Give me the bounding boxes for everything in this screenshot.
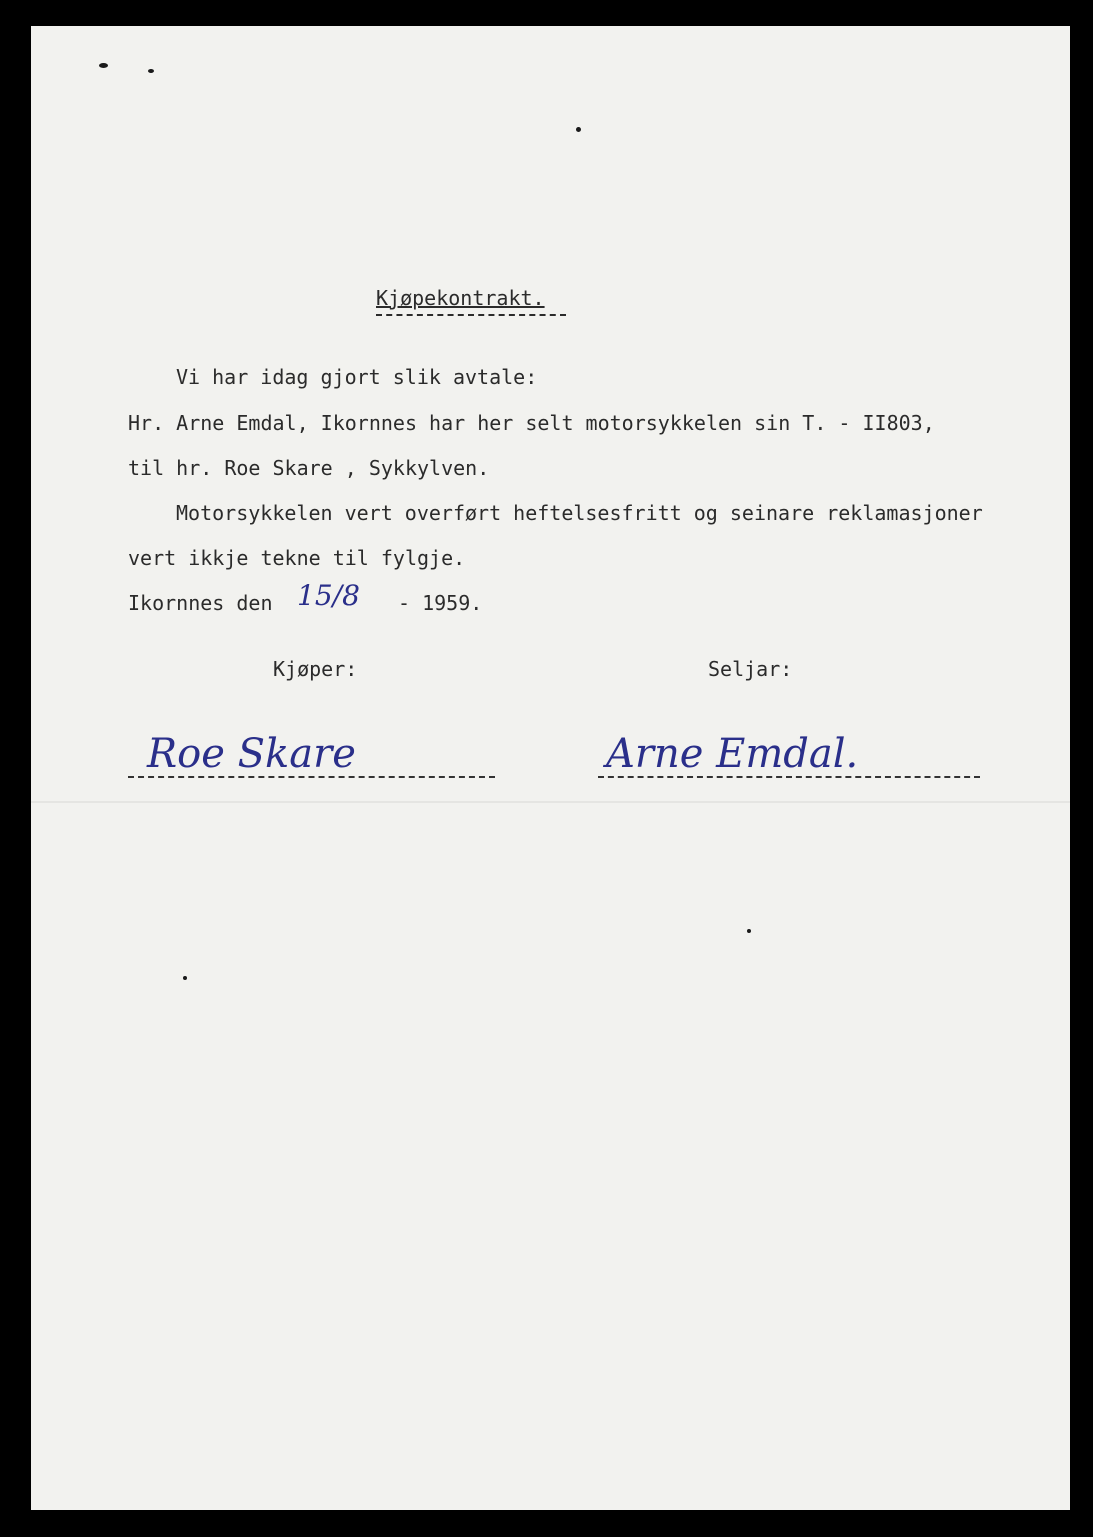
paper-fold	[31, 801, 1070, 803]
document-title: Kjøpekontrakt.	[376, 286, 545, 310]
handwritten-date: 15/8	[297, 579, 360, 612]
ink-speck	[148, 69, 154, 73]
body-line-intro: Vi har idag gjort slik avtale:	[176, 365, 538, 389]
ink-speck	[747, 929, 751, 933]
buyer-signature: Roe Skare	[147, 731, 356, 777]
seller-label: Seljar:	[708, 657, 793, 681]
ink-speck	[183, 976, 187, 980]
date-suffix: - 1959.	[398, 591, 483, 615]
body-line-seller: Hr. Arne Emdal, Ikornnes har her selt motorsykkelen sin T. - II803,	[128, 411, 935, 435]
buyer-signature-line	[128, 776, 495, 778]
body-line-buyer: til hr. Roe Skare , Sykkylven.	[128, 456, 490, 480]
document-page	[31, 26, 1070, 1510]
title-underline	[376, 314, 566, 316]
ink-speck	[576, 127, 581, 132]
date-prefix: Ikornnes den	[128, 591, 273, 615]
seller-signature: Arne Emdal.	[606, 731, 859, 777]
body-line-terms-cont: vert ikkje tekne til fylgje.	[128, 546, 466, 570]
buyer-label: Kjøper:	[273, 657, 358, 681]
body-line-terms: Motorsykkelen vert overført heftelsesfritt og seinare reklamasjoner	[176, 501, 983, 525]
seller-signature-line	[598, 776, 980, 778]
ink-speck	[99, 63, 108, 68]
